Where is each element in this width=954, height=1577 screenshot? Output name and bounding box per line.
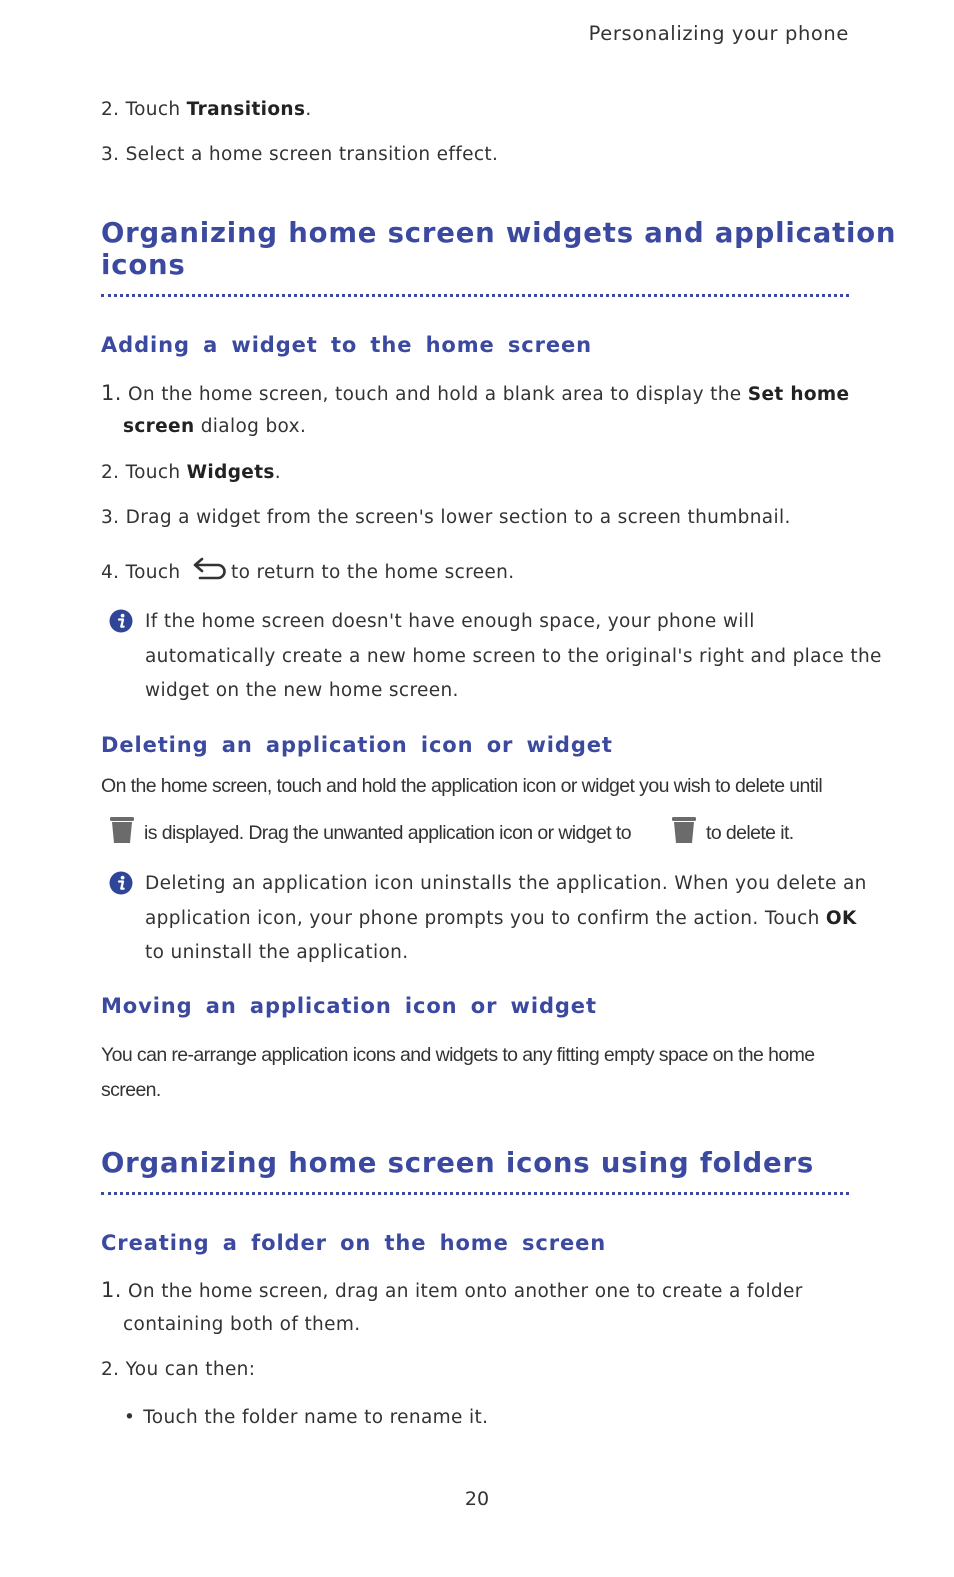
- paragraph-line: You can re-arrange application icons and widgets to any fitting empty space on the home: [101, 1044, 815, 1066]
- bullet-item: [124, 1406, 488, 1430]
- subheading-adding-widget: Adding a widget to the home screen: [101, 333, 593, 357]
- note-text-pre: application icon, your phone prompts you to confirm the action. Touch: [145, 907, 826, 929]
- step-text-pre: On the home screen, touch and hold a blank area to display the: [127, 384, 748, 405]
- step-number: 4.: [101, 562, 120, 583]
- note-uninstall: [145, 867, 867, 971]
- note-line: Deleting an application icon uninstalls the application. When you delete an: [145, 873, 867, 894]
- creating-step-1-cont: containing both of them.: [123, 1314, 361, 1335]
- step-text-pre: Touch: [125, 562, 181, 583]
- step-text-pre: Touch: [125, 99, 187, 120]
- paragraph-line: screen.: [101, 1079, 161, 1101]
- step-text-bold: Transitions: [186, 99, 306, 120]
- step-text-bold: screen: [123, 416, 195, 437]
- subheading-moving: Moving an application icon or widget: [101, 994, 597, 1018]
- note-line: widget on the new home screen.: [145, 680, 459, 701]
- note-line: to uninstall the application.: [145, 942, 409, 963]
- section-title-widgets: [101, 217, 896, 281]
- moving-paragraph: [101, 1038, 814, 1108]
- note-text-bold: OK: [825, 907, 857, 929]
- step-text: Drag a widget from the screen's lower section to a screen thumbnail.: [125, 507, 791, 528]
- adding-step-4: [101, 561, 180, 585]
- step-text-post: dialog box.: [194, 416, 307, 437]
- note-line: If the home screen doesn't have enough space, your phone will: [145, 611, 755, 632]
- step-text-bold: Set home: [747, 384, 850, 405]
- info-icon: [109, 871, 133, 895]
- subheading-creating-folder: Creating a folder on the home screen: [101, 1231, 607, 1255]
- section-title-line-2: icons: [101, 249, 186, 281]
- step-number: 3.: [101, 144, 120, 165]
- deleting-line-1: On the home screen, touch and hold the application icon or widget you wish to delete until: [101, 775, 823, 797]
- section-title-folders: Organizing home screen icons using folders: [101, 1147, 814, 1179]
- adding-step-2: [101, 461, 281, 485]
- step-text-pre: Touch: [125, 462, 187, 483]
- trash-icon: [671, 815, 697, 845]
- intro-step-3: [101, 143, 498, 167]
- back-icon: [190, 556, 230, 582]
- step-text-post: .: [305, 99, 312, 120]
- step-number: 3.: [101, 507, 120, 528]
- page-number: 20: [464, 1488, 490, 1510]
- trash-icon: [109, 815, 135, 845]
- step-text-bold: Widgets: [186, 462, 275, 483]
- step-number: 2.: [101, 1359, 120, 1380]
- step-number: 1.: [101, 381, 122, 405]
- bullet-symbol: •: [124, 1407, 136, 1428]
- running-header: Personalizing your phone: [588, 22, 849, 45]
- step-text: On the home screen, drag an item onto another one to create a folder: [127, 1281, 803, 1302]
- adding-step-4-post: to return to the home screen.: [231, 562, 515, 583]
- note-line: automatically create a new home screen to the original's right and place the: [145, 645, 882, 667]
- subheading-deleting: Deleting an application icon or widget: [101, 733, 613, 757]
- step-text: You can then:: [125, 1359, 256, 1380]
- step-text-post: .: [274, 462, 281, 483]
- adding-step-3: [101, 506, 791, 530]
- creating-step-1: [101, 1278, 803, 1304]
- deleting-line-2a: is displayed. Drag the unwanted application icon or widget to: [144, 822, 631, 844]
- step-number: 2.: [101, 462, 120, 483]
- info-icon: [109, 609, 133, 633]
- note-line: [145, 902, 867, 937]
- note-widget-space: [145, 605, 882, 709]
- deleting-line-2b: to delete it.: [706, 822, 794, 844]
- section-divider: [101, 294, 849, 297]
- section-title-line-1: Organizing home screen widgets and application: [101, 217, 897, 249]
- bullet-text: Touch the folder name to rename it.: [143, 1407, 489, 1428]
- section-divider: [101, 1192, 849, 1195]
- step-number: 2.: [101, 99, 120, 120]
- adding-step-1: [101, 381, 849, 407]
- creating-step-2: [101, 1358, 255, 1382]
- step-number: 1.: [101, 1278, 122, 1302]
- step-text: Select a home screen transition effect.: [125, 144, 499, 165]
- adding-step-1-cont: [123, 415, 306, 439]
- intro-step-2: [101, 98, 312, 122]
